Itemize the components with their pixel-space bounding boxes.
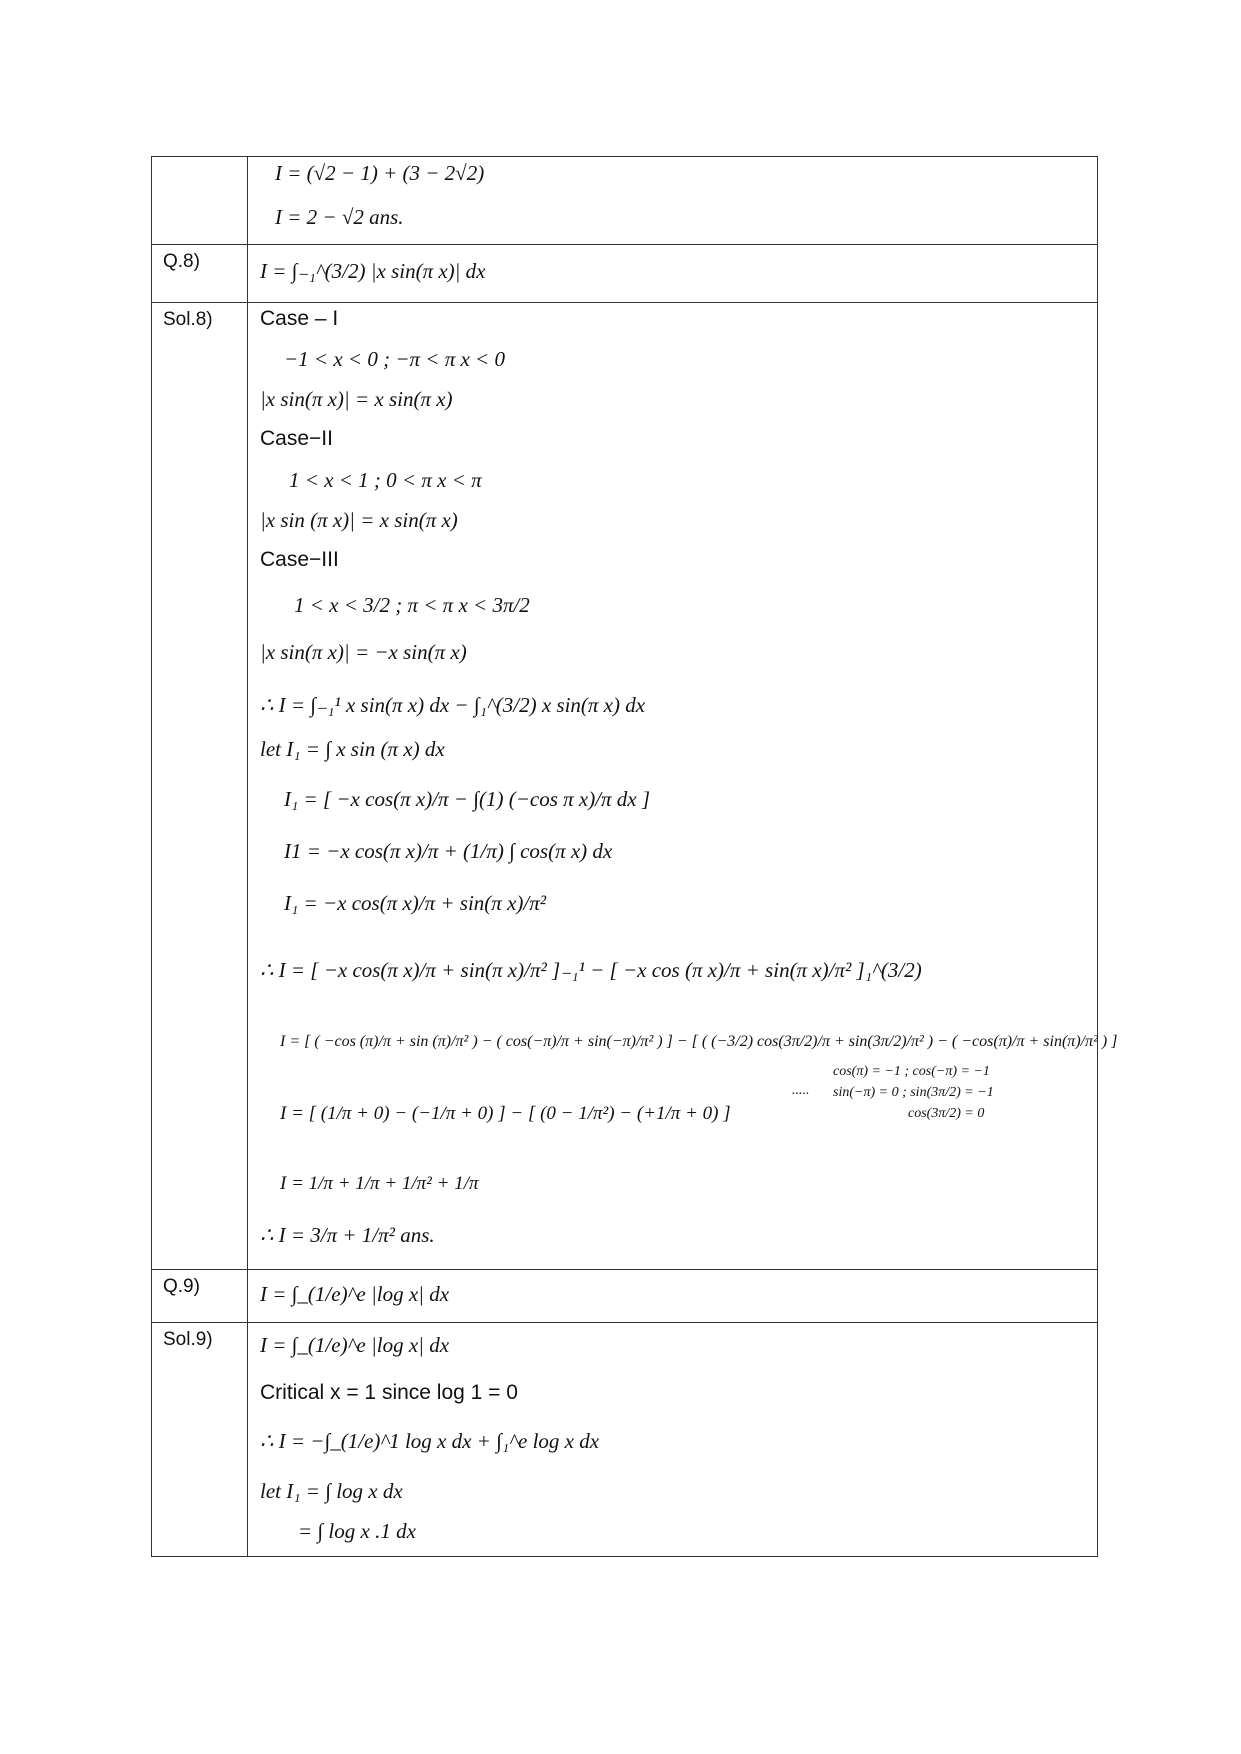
math-line: ∴ I = [ −x cos(π x)/π + sin(π x)/π² ]₋₁¹ − [ −x cos (π x)/π + sin(π x)/π² ]₁^(3/2) [260, 958, 922, 982]
math-line: |x sin(π x)| = x sin(π x) [260, 387, 453, 411]
case-heading: Case – I [260, 307, 339, 330]
substitution-note-line: sin(−π) = 0 ; sin(3π/2) = −1 [833, 1085, 994, 1100]
question-label: Q.9) [152, 1270, 248, 1323]
solution-label: Sol.8) [152, 303, 248, 1270]
solutions-table-page [151, 156, 1118, 1576]
question-label: Q.8) [152, 245, 248, 303]
math-line: 1 < x < 1 ; 0 < π x < π [289, 468, 482, 492]
row-label [152, 157, 248, 245]
table-row [152, 1270, 1098, 1323]
math-line: I = [ (1/π + 0) − (−1/π + 0) ] − [ (0 − 1/π²) − (+1/π + 0) ] [280, 1103, 731, 1124]
math-line: I = 2 − √2 ans. [275, 205, 404, 229]
math-line: |x sin(π x)| = −x sin(π x) [260, 640, 467, 664]
solution-content [248, 1323, 1098, 1557]
question-content [248, 1270, 1098, 1323]
answer-line: ∴ I = 3/π + 1/π² ans. [260, 1223, 435, 1247]
case-heading: Case−III [260, 548, 339, 571]
math-line: let I₁ = ∫ x sin (π x) dx [260, 737, 445, 761]
math-line: I = ∫₋₁^(3/2) |x sin(π x)| dx [260, 259, 486, 283]
table-row [152, 1323, 1098, 1557]
table-row [152, 157, 1098, 245]
math-line: I = ∫_(1/e)^e |log x| dx [260, 1333, 450, 1357]
math-line: I = 1/π + 1/π + 1/π² + 1/π [280, 1173, 479, 1194]
math-line: |x sin (π x)| = x sin(π x) [260, 508, 458, 532]
text-line: Critical x = 1 since log 1 = 0 [260, 1381, 518, 1404]
table-row [152, 303, 1098, 1270]
solutions-table [151, 156, 1118, 1557]
row-content [248, 157, 1098, 245]
math-line: ∴ I = −∫_(1/e)^1 log x dx + ∫₁^e log x dx [260, 1429, 600, 1453]
math-line: I = [ ( −cos (π)/π + sin (π)/π² ) − ( cos(−π)/π + sin(−π)/π² ) ] − [ ( (−3/2) cos(3π/2)/π + sin(3π/2)/π² ) − ( −cos(π)/π + sin(π)/π² ) ] [280, 1033, 1118, 1050]
math-line: I = (√2 − 1) + (3 − 2√2) [275, 161, 485, 185]
math-line: = ∫ log x .1 dx [298, 1519, 416, 1543]
solution-content [248, 303, 1118, 1270]
math-line: 1 < x < 3/2 ; π < π x < 3π/2 [294, 593, 530, 617]
solution-label: Sol.9) [152, 1323, 248, 1557]
math-line: −1 < x < 0 ; −π < π x < 0 [284, 347, 505, 371]
math-line: ∴ I = ∫₋₁¹ x sin(π x) dx − ∫₁^(3/2) x sin(π x) dx [260, 693, 646, 717]
math-line: I₁ = −x cos(π x)/π + sin(π x)/π² [284, 891, 547, 915]
math-line: I1 = −x cos(π x)/π + (1/π) ∫ cos(π x) dx [284, 839, 613, 863]
substitution-note-prefix: ..... [792, 1083, 810, 1098]
question-content [248, 245, 1098, 303]
math-line: I = ∫_(1/e)^e |log x| dx [260, 1282, 450, 1306]
substitution-note-line: cos(π) = −1 ; cos(−π) = −1 [833, 1064, 990, 1079]
math-line: let I₁ = ∫ log x dx [260, 1479, 403, 1503]
substitution-note-line: cos(3π/2) = 0 [908, 1106, 985, 1121]
math-line: I₁ = [ −x cos(π x)/π − ∫(1) (−cos π x)/π dx ] [284, 787, 651, 811]
case-heading: Case−II [260, 427, 333, 450]
table-row [152, 245, 1098, 303]
